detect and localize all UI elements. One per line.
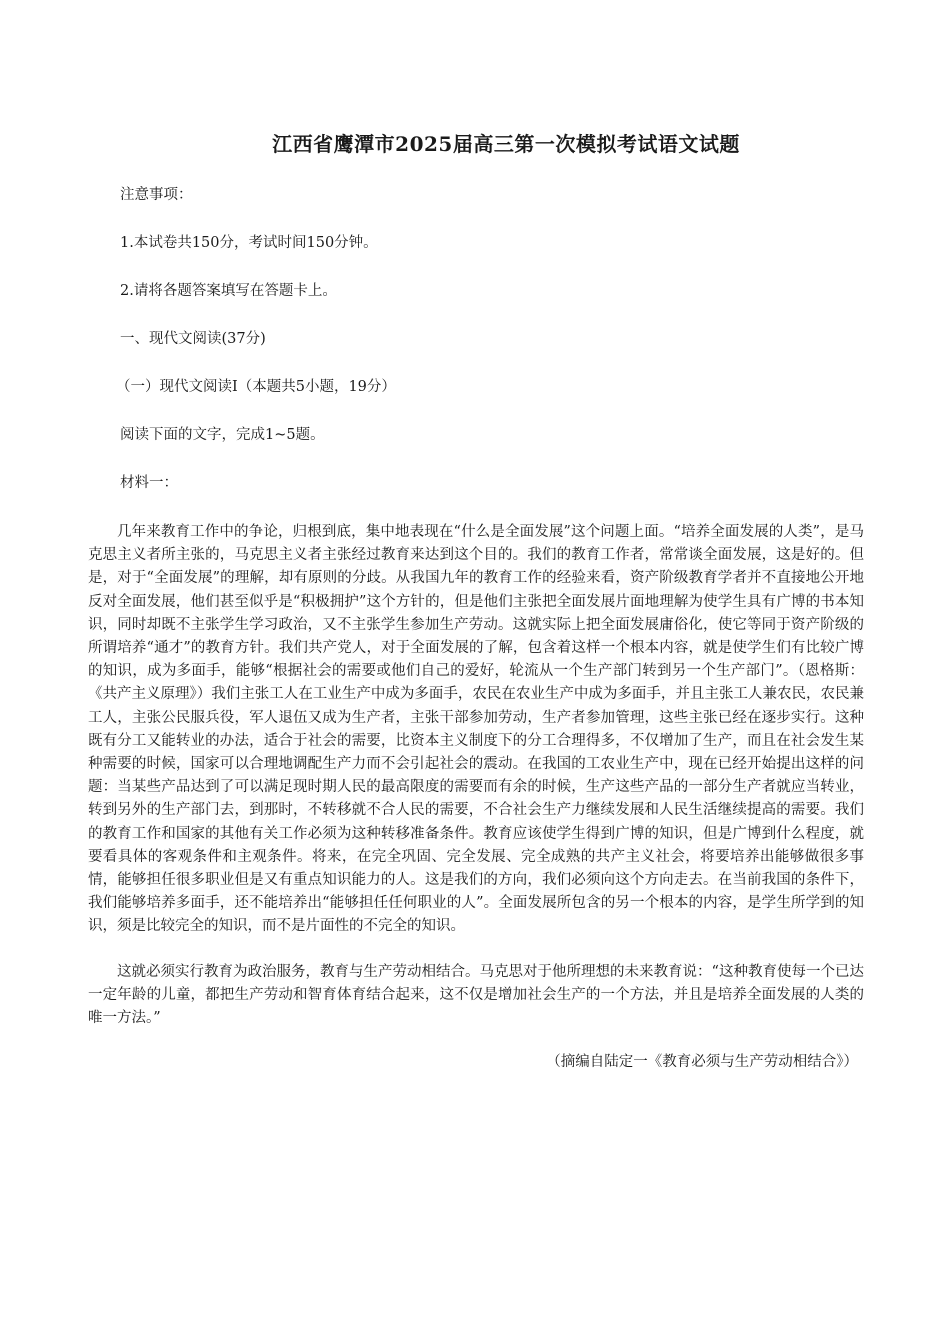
notice-item-1: 1.本试卷共150分，考试时间150分钟。 <box>120 235 378 251</box>
notice-heading: 注意事项： <box>120 187 193 203</box>
source-citation: （摘编自陆定一《教育必须与生产劳动相结合》） <box>546 1054 858 1071</box>
section-heading: 一、现代文阅读(37分) <box>120 331 266 347</box>
body-paragraph-1: 几年来教育工作中的争论，归根到底，集中地表现在“什么是全面发展”这个问题上面。“培养全面发展的人类”，是马克思主义者所主张的，马克思主义者主张经过教育来达到这个目的。我们的教育工作者，常常谈全面发展，这是好的。但是，对于“全面发展”的理解，却有原则的分歧。从我国九年的教育工作的经验来看，资产阶级教育学者并不直接地公开地反对全面发展，他们甚至似乎是“积极拥护”这个方针的，但是他们主张把全面发展片面地理解为使学生具有广博的书本知识，同时却既不主张学生学习政治，又不主张学生参加生产劳动。这就实际上把全面发展庸俗化，使它等同于资产阶级的所谓培养“通才”的教育方针。我们共产党人，对于全面发展的了解，包含着这样一个根本内容，就是使学生们有比较广博的知识，成为多面手，能够“根据社会的需要或他们自己的爱好，轮流从一个生产部门转到另一个生产部门”。（恩格斯：《共产主义原理》）我们主张工人在工业生产中成为多面手，农民在农业生产中成为多面手，并且主张工人兼农民，农民兼工人，主张公民服兵役，军人退伍又成为生产者，主张干部参加劳动，生产者参加管理，这些主张已经在逐步实行。这种既有分工又能转业的办法，适合于社会的需要，比资本主义制度下的分工合理得多，不仅增加了生产，而且在社会发生某种需要的时候，国家可以合理地调配生产力而不会引起社会的震动。在我国的工农业生产中，现在已经开始提出这样的问题：当某些产品达到了可以满足现时期人民的最高限度的需要而有余的时候，生产这些产品的一部分生产者就应当转业，转到另外的生产部门去，到那时，不转移就不合人民的需要，不合社会生产力继续发展和人民生活继续提高的需要。我们的教育工作和国家的其他有关工作必须为这种转移准备条件。教育应该使学生得到广博的知识，但是广博到什么程度，就要看具体的客观条件和主观条件。将来，在完全巩固、完全发展、完全成熟的共产主义社会，将要培养出能够做很多事情，能够担任很多职业但是又有重点知识能力的人。这是我们的方向，我们必须向这个方向走去。在当前我国的条件下，我们能够培养多面手，还不能培养出“能够担任任何职业的人”。全面发展所包含的另一个根本的内容，是学生所学到的知识，须是比较完全的知识，而不是片面性的不完全的知识。 <box>88 524 864 935</box>
document-title: 江西省鹰潭市2025届高三第一次模拟考试语文试题 <box>272 132 740 156</box>
material-label: 材料一： <box>120 475 178 491</box>
subsection-heading: （一）现代文阅读Ⅰ（本题共5小题，19分） <box>116 379 396 395</box>
body-paragraph-2: 这就必须实行教育为政治服务，教育与生产劳动相结合。马克思对于他所理想的未来教育说：“这种教育使每一个已达一定年龄的儿童，都把生产劳动和智育体育结合起来，这不仅是增加社会生产的一个方法，并且是培养全面发展的人类的唯一方法。” <box>88 963 864 1027</box>
reading-instruction: 阅读下面的文字，完成1~5题。 <box>120 427 325 443</box>
notice-item-2: 2.请将各题答案填写在答题卡上。 <box>120 283 337 299</box>
